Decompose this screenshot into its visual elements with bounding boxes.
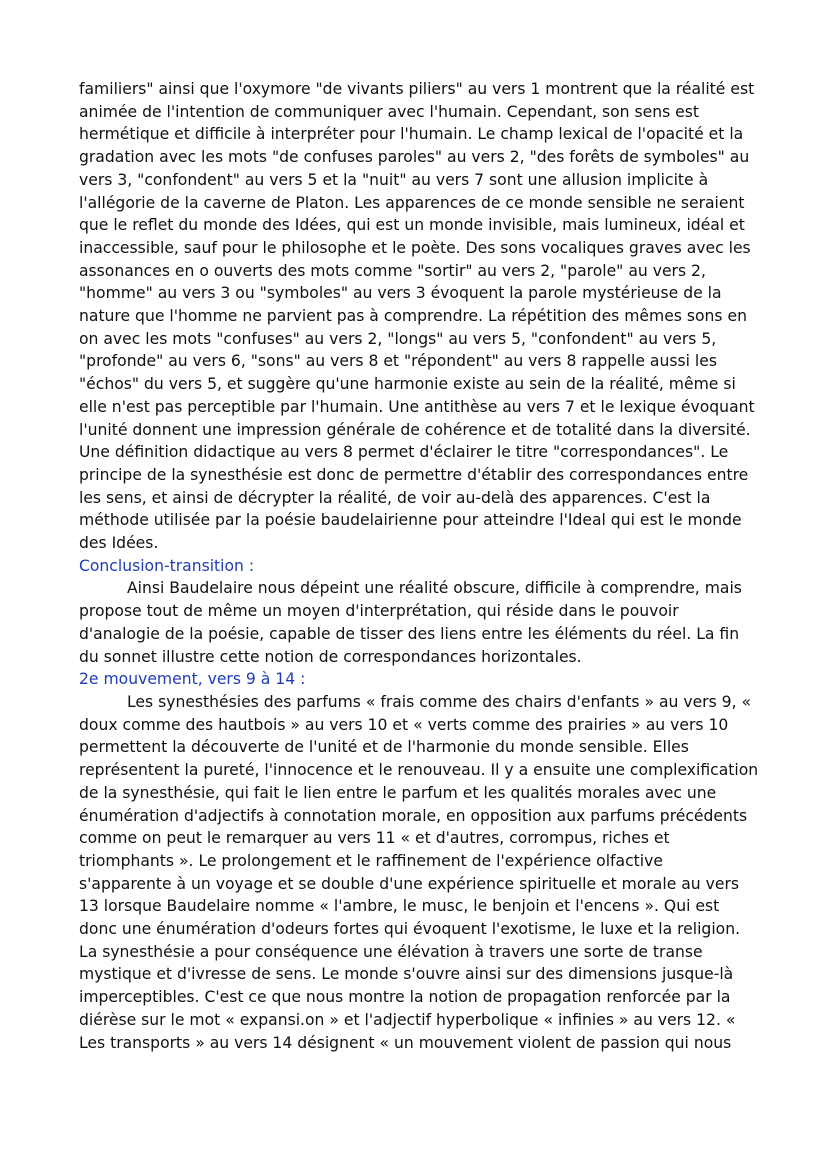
- paragraph-movement-2-analysis: Les synesthésies des parfums « frais comme des chairs d'enfants » au vers 9, « doux comme des hautbois » au vers 10 et « verts comme des prairies » au vers 10 permettent la découverte de l'unité et de l'harmonie du monde sensible. Elles représentent la pureté, l'innocence et le renouveau. Il y a ensuite une complexification de la synesthésie, qui fait le lien entre le parfum et les qualités morales avec une énumération d'adjectifs à connotation morale, en opposition aux parfums précédents comme on peut le remarquer au vers 11 « et d'autres, corrompus, riches et triomphants ». Le prolongement et le raffinement de l'expérience olfactive s'apparente à un voyage et se double d'une expérience spirituelle et morale au vers 13 lorsque Baudelaire nomme « l'ambre, le musc, le benjoin et l'encens ». Qui est donc une énumération d'odeurs fortes qui évoquent l'exotisme, le luxe et la religion. La synesthésie a pour conséquence une élévation à travers une sorte de transe mystique et d'ivresse de sens. Le monde s'ouvre ainsi sur des dimensions jusque-là imperceptibles. C'est ce que nous montre la notion de propagation renforcée par la diérèse sur le mot « expansi.on » et l'adjectif hyperbolique « infinies » au vers 12. « Les transports » au vers 14 désignent « un mouvement violent de passion qui nous: [79, 692, 759, 1052]
- paragraph-conclusion: Ainsi Baudelaire nous dépeint une réalité obscure, difficile à comprendre, mais propose tout de même un moyen d'interprétation, qui réside dans le pouvoir d'analogie de la poésie, capable de tisser des liens entre les éléments du réel. La fin du sonnet illustre cette notion de correspondances horizontales.: [79, 579, 742, 666]
- section-heading-conclusion: Conclusion-transition :: [79, 556, 255, 575]
- document-body: [79, 78, 759, 1054]
- section-heading-movement-2: 2e mouvement, vers 9 à 14 :: [79, 670, 306, 689]
- paragraph-movement-1-analysis: familiers" ainsi que l'oxymore "de vivants piliers" au vers 1 montrent que la réalité est animée de l'intention de communiquer avec l'humain. Cependant, son sens est hermétique et difficile à interpréter pour l'humain. Le champ lexical de l'opacité et la gradation avec les mots "de confuses paroles" au vers 2, "des forêts de symboles" au vers 3, "confondent" au vers 5 et la "nuit" au vers 7 sont une allusion implicite à l'allégorie de la caverne de Platon. Les apparences de ce monde sensible ne seraient que le reflet du monde des Idées, qui est un monde invisible, mais lumineux, idéal et inaccessible, sauf pour le philosophe et le poète. Des sons vocaliques graves avec les assonances en o ouverts des mots comme "sortir" au vers 2, "parole" au vers 2, "homme" au vers 3 ou "symboles" au vers 3 évoquent la parole mystérieuse de la nature que l'homme ne parvient pas à comprendre. La répétition des mêmes sons en on avec les mots "confuses" au vers 2, "longs" au vers 5, "confondent" au vers 5, "profonde" au vers 6, "sons" au vers 8 et "répondent" au vers 8 rappelle aussi les "échos" du vers 5, et suggère qu'une harmonie existe au sein de la réalité, même si elle n'est pas perceptible par l'humain. Une antithèse au vers 7 et le lexique évoquant l'unité donnent une impression générale de cohérence et de totalité dans la diversité. Une définition didactique au vers 8 permet d'éclairer le titre "correspondances". Le principe de la synesthésie est donc de permettre d'établir des correspondances entre les sens, et ainsi de décrypter la réalité, de voir au-delà des apparences. C'est la méthode utilisée par la poésie baudelairienne pour atteindre l'Ideal qui est le monde des Idées.: [79, 80, 755, 553]
